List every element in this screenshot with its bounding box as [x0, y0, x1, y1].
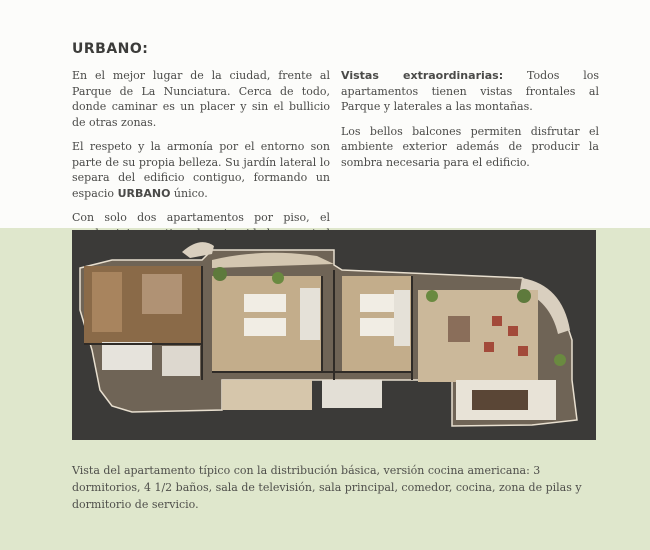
dining-table	[448, 316, 470, 342]
floor-plan-caption: Vista del apartamento típico con la distribución básica, versión cocina americana: 3 dormitorios, 4 1/2 baños, sala de televisión, sala principal, comedor, cocina, zona de pilas y dormitorio de servicio.	[72, 464, 582, 511]
right-paragraph-2: Los bellos balcones permiten disfrutar el ambiente exterior además de producir la sombra necesaria para el edificio.	[341, 124, 599, 169]
armchair-3	[484, 342, 494, 352]
bathroom-left-2	[162, 346, 200, 376]
kitchen-floor	[322, 380, 382, 408]
urbano-emphasis: URBANO	[117, 186, 171, 200]
bed-1	[244, 294, 286, 312]
master-dressing	[142, 274, 182, 314]
left-paragraph-1: En el mejor lugar de la ciudad, frente al Parque de La Nunciatura. Cerca de todo, donde caminar es un placer y sin el bullicio de otras zonas.	[72, 69, 330, 129]
right-text-column	[341, 68, 599, 179]
bathroom-center	[300, 288, 320, 340]
bathroom-left	[102, 342, 152, 370]
armchair-1	[492, 316, 502, 326]
plant-2	[272, 272, 284, 284]
living-room-floor	[418, 290, 538, 382]
right-paragraph-1	[341, 68, 599, 115]
floor-plan-image	[72, 230, 596, 440]
right-paragraph-1-text: Todos los apartamentos tienen vistas frontales al Parque y laterales a las montañas.	[341, 69, 599, 113]
left-paragraph-2	[72, 139, 330, 201]
armchair-2	[508, 326, 518, 336]
left-paragraph-3: Con solo dos apartamentos por piso, el	[72, 211, 330, 224]
section-heading: URBANO:	[72, 41, 149, 57]
master-bed	[92, 272, 122, 332]
floor-plan-render	[72, 230, 596, 440]
plant-5	[554, 354, 566, 366]
left-paragraph-2-text: El respeto y la armonía por el entorno son parte de su propia belleza. Su jardín lateral lo separa del edificio contiguo, formando un espacio	[72, 140, 330, 200]
views-emphasis: Vistas extraordinarias:	[341, 69, 504, 82]
bed-2	[244, 318, 286, 336]
plant-1	[213, 267, 227, 281]
bathroom-right	[394, 290, 410, 346]
plant-4	[517, 289, 531, 303]
armchair-4	[518, 346, 528, 356]
terrace-sofa	[472, 390, 528, 410]
left-paragraph-2-end: único.	[170, 186, 208, 200]
tv-room-floor	[222, 380, 312, 410]
plant-3	[426, 290, 438, 302]
